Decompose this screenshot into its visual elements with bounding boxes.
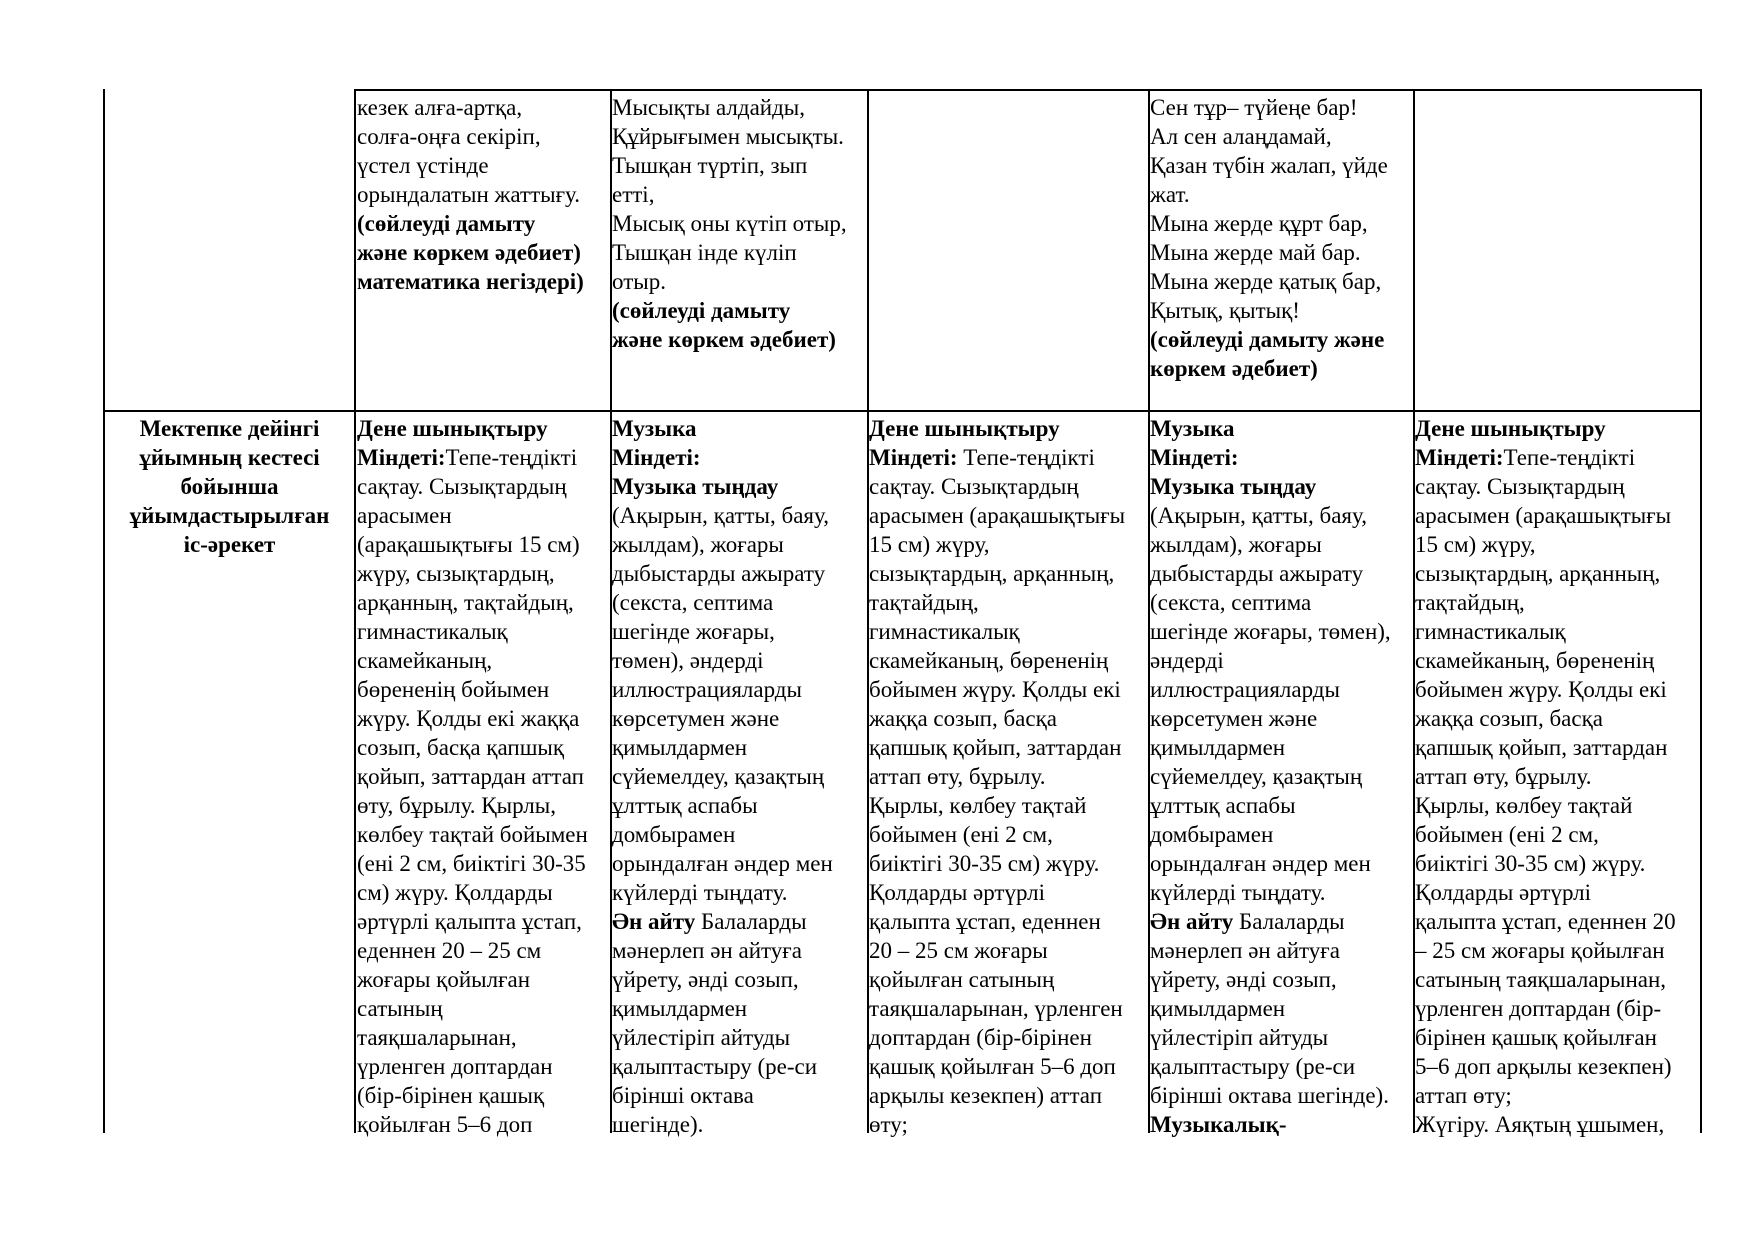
cell-text-line: Тышқан түртіп, зып xyxy=(612,153,808,178)
cell-text-line: Мысық оны күтіп отыр, xyxy=(612,211,847,236)
row2-header-cell xyxy=(105,414,354,559)
cell-text-line: ұлттық аспабы xyxy=(612,793,758,818)
cell-text-line: орындалған әндер мен xyxy=(612,851,833,876)
cell-text-line: қойылған сатының xyxy=(869,967,1055,992)
cell-text-line: үрленген доптардан (бір- xyxy=(1415,996,1662,1021)
cell-text-line: Жүгіру. Аяқтың ұшымен, xyxy=(1415,1112,1665,1137)
cell-text-line: (секста, септима xyxy=(1150,590,1312,615)
cell-text-line: скамейканың, бөрененің xyxy=(869,648,1109,673)
cell-text-line: бірінен қашық қойылған xyxy=(1415,1025,1657,1050)
cell-text-line: (сөйлеуді дамыту xyxy=(612,298,791,323)
cell-text-line: бойымен жүру. Қолды екі xyxy=(869,677,1121,702)
cell-text-line: бойымен (ені 2 см, xyxy=(1415,822,1599,847)
cell-text-line: 20 – 25 см жоғары xyxy=(869,938,1048,963)
cell-text-line: еденнен 20 – 25 см xyxy=(357,938,542,963)
text-run: Тепе-теңдікті xyxy=(445,445,578,470)
cell-text-line: бірінші октава xyxy=(612,1083,754,1108)
cell-text-line: арқанның, тақтайдың, xyxy=(357,590,574,615)
cell-text-line: математика негіздері) xyxy=(357,269,584,294)
cell-text-line: бойымен жүру. Қолды екі xyxy=(1415,677,1667,702)
row-divider xyxy=(103,410,1702,412)
cell-text-line: Дене шынықтыру xyxy=(357,416,548,441)
cell-text-line: үрленген доптардан xyxy=(357,1054,553,1079)
cell-text-line: үйлестіріп айтуды xyxy=(612,1025,791,1050)
cell-text-line: Қолдарды әртүрлі xyxy=(1415,880,1592,905)
cell-text-line: Мысықты алдайды, xyxy=(612,95,806,120)
cell-text-line: шегінде жоғары, төмен), xyxy=(1150,619,1391,644)
cell-text-line: жылдам), жоғары xyxy=(612,532,784,557)
cell-text-line: көлбеу тақтай бойымен xyxy=(357,822,588,847)
cell-text-line: Дене шынықтыру xyxy=(1415,416,1606,441)
cell-text-line: жылдам), жоғары xyxy=(1150,532,1322,557)
cell-text-line: үйлестіріп айтуды xyxy=(1150,1025,1329,1050)
cell-text-line: сүйемелдеу, қазақтың xyxy=(1150,764,1363,789)
cell-text-line: жүру, сызықтардың, xyxy=(357,561,555,586)
cell-text-line: тақтайдың, xyxy=(869,590,979,615)
row2-cell-4 xyxy=(1150,414,1412,1139)
cell-text-line: гимнастикалық xyxy=(869,619,1020,644)
cell-text-line: Міндеті: xyxy=(612,445,701,470)
cell-text-line: сүйемелдеу, қазақтың xyxy=(612,764,825,789)
cell-text-line: қалыпта ұстап, еденнен xyxy=(869,909,1101,934)
cell-text-line: арасымен (арақашықтығы xyxy=(1415,503,1672,528)
row2-cell-2 xyxy=(612,414,866,1139)
cell-text-line: қалыпта ұстап, еденнен 20 xyxy=(1415,909,1676,934)
cell-text-line: скамейканың, бөрененің xyxy=(1415,648,1655,673)
row1-cell-1 xyxy=(357,93,609,296)
cell-text-line: гимнастикалық xyxy=(357,619,508,644)
cell-text-line: сақтау. Сызықтардың xyxy=(1415,474,1625,499)
cell-text-line: орындалатын жаттығу. xyxy=(357,182,580,207)
row2-cell-3 xyxy=(869,414,1147,1139)
cell-text-line: жоғары қойылған xyxy=(357,967,531,992)
cell-text-line: өту, бұрылу. Қырлы, xyxy=(357,793,556,818)
text-run: Тепе-теңдікті xyxy=(957,445,1095,470)
cell-text-line: қапшық қойып, заттардан xyxy=(869,735,1122,760)
row1-cell-4 xyxy=(1150,93,1412,383)
cell-text-line: Міндеті: xyxy=(1150,445,1239,470)
cell-text-line xyxy=(357,443,609,472)
row2-cell-5 xyxy=(1415,414,1699,1139)
cell-text-line: шегінде жоғары, xyxy=(612,619,775,644)
cell-text-line: күйлерді тыңдату. xyxy=(612,880,788,905)
cell-text-line: аттап өту; xyxy=(1415,1083,1512,1108)
cell-text-line: дыбыстарды ажырату xyxy=(1150,561,1364,586)
cell-text-line: бойымен (ені 2 см, xyxy=(869,822,1053,847)
cell-text-line: домбырамен xyxy=(1150,822,1274,847)
cell-text-line: ұлттық аспабы xyxy=(1150,793,1296,818)
cell-text-line: сатының xyxy=(357,996,443,1021)
cell-text-line: қалыптастыру (ре-си xyxy=(1150,1054,1356,1079)
cell-text-line: көрсетумен және xyxy=(1150,706,1318,731)
text-run: Тепе-теңдікті xyxy=(1503,445,1636,470)
cell-text-line: Музыка xyxy=(1150,416,1235,441)
cell-text-line: арқылы кезекпен) аттап xyxy=(869,1083,1103,1108)
cell-text-line: әртүрлі қалыпта ұстап, xyxy=(357,909,582,934)
cell-text-line: скамейканың, xyxy=(357,648,493,673)
cell-text-line: жүру. Қолды екі жаққа xyxy=(357,706,580,731)
cell-text-line: таяқшаларынан, xyxy=(357,1025,517,1050)
cell-text-line: Ал сен алаңдамай, xyxy=(1150,124,1332,149)
cell-text-line: аттап өту, бұрылу. xyxy=(869,764,1046,789)
cell-text-line: (арақашықтығы 15 см) xyxy=(357,532,580,557)
cell-text-line: гимнастикалық xyxy=(1415,619,1566,644)
table-right-border xyxy=(1700,89,1702,1133)
cell-text-line: әндерді xyxy=(1150,648,1224,673)
row2-header-line: іс-әрекет xyxy=(183,532,276,557)
cell-text-line: (Ақырын, қатты, баяу, xyxy=(1150,503,1367,528)
cell-text-line: (Ақырын, қатты, баяу, xyxy=(612,503,829,528)
cell-text-line: кезек алға-артқа, xyxy=(357,95,523,120)
cell-text-line: Қырлы, көлбеу тақтай xyxy=(1415,793,1633,818)
cell-text-line: және көркем әдебиет) xyxy=(612,327,836,352)
cell-text-line: қимылдармен xyxy=(1150,996,1286,1021)
cell-text-line: Мына жерде қатық бар, xyxy=(1150,269,1382,294)
cell-text-line: дыбыстарды ажырату xyxy=(612,561,826,586)
cell-text-line: қойылған 5–6 доп xyxy=(357,1112,533,1137)
cell-text-line: см) жүру. Қолдарды xyxy=(357,880,553,905)
cell-text-line: мәнерлеп ән айтуға xyxy=(1150,938,1340,963)
cell-text-line: (сөйлеуді дамыту және xyxy=(1150,327,1385,352)
cell-text-line: иллюстрацияларды xyxy=(1150,677,1340,702)
cell-text-line: солға-оңға секіріп, xyxy=(357,124,541,149)
bold-text-run: Ән айту xyxy=(1150,909,1234,934)
cell-text-line: (ені 2 см, биіктігі 30-35 xyxy=(357,851,586,876)
row2-header-line: бойынша xyxy=(180,474,279,499)
cell-text-line xyxy=(869,443,1147,472)
cell-text-line: Құйрығымен мысықты. xyxy=(612,124,844,149)
cell-text-line: арасымен xyxy=(357,503,452,528)
cell-text-line: және көркем әдебиет) xyxy=(357,240,581,265)
cell-text-line: қимылдармен xyxy=(1150,735,1286,760)
cell-text-line xyxy=(612,907,866,936)
cell-text-line: көрсетумен және xyxy=(612,706,780,731)
cell-text-line: сақтау. Сызықтардың xyxy=(357,474,567,499)
cell-text-line: Музыкалық- xyxy=(1150,1112,1287,1137)
column-divider-1 xyxy=(354,89,356,1133)
cell-text-line: Музыка тыңдау xyxy=(612,474,779,499)
cell-text-line: мәнерлеп ән айтуға xyxy=(612,938,802,963)
cell-text-line: тақтайдың, xyxy=(1415,590,1525,615)
cell-text-line: үйрету, әнді созып, xyxy=(1150,967,1337,992)
cell-text-line: Қолдарды әртүрлі xyxy=(869,880,1046,905)
cell-text-line: бөрененің бойымен xyxy=(357,677,550,702)
cell-text-line: Мына жерде құрт бар, xyxy=(1150,211,1368,236)
cell-text-line: биіктігі 30-35 см) жүру. xyxy=(869,851,1100,876)
cell-text-line: доптардан (бір-бірінен xyxy=(869,1025,1092,1050)
cell-text-line: қимылдармен xyxy=(612,996,748,1021)
cell-text-line: өту; xyxy=(869,1112,908,1137)
cell-text-line: Музыка xyxy=(612,416,697,441)
bold-text-run: Міндеті: xyxy=(357,445,446,470)
cell-text-line: аттап өту, бұрылу. xyxy=(1415,764,1592,789)
cell-text-line: (сөйлеуді дамыту xyxy=(357,211,536,236)
cell-text-line: домбырамен xyxy=(612,822,736,847)
cell-text-line: жат. xyxy=(1150,182,1190,207)
cell-text-line: күйлерді тыңдату. xyxy=(1150,880,1326,905)
cell-text-line: Тышқан інде күліп xyxy=(612,240,797,265)
row2-header-line: ұйымдастырылған xyxy=(129,503,330,528)
cell-text-line: Қытық, қытық! xyxy=(1150,298,1300,323)
table-top-border xyxy=(354,89,1702,91)
cell-text-line: отыр. xyxy=(612,269,666,294)
cell-text-line: орындалған әндер мен xyxy=(1150,851,1371,876)
cell-text-line: (бір-бірінен қашық xyxy=(357,1083,545,1108)
bold-text-run: Міндеті: xyxy=(1415,445,1504,470)
cell-text-line: қимылдармен xyxy=(612,735,748,760)
cell-text-line: қойып, заттардан аттап xyxy=(357,764,584,789)
cell-text-line: – 25 см жоғары қойылған xyxy=(1415,938,1665,963)
cell-text-line: қашық қойылған 5–6 доп xyxy=(869,1054,1116,1079)
bold-text-run: Ән айту xyxy=(612,909,696,934)
row2-header-line: Мектепке дейінгі xyxy=(139,416,320,441)
cell-text-line: сақтау. Сызықтардың xyxy=(869,474,1079,499)
cell-text-line: жаққа созып, басқа xyxy=(869,706,1057,731)
row2-cell-1 xyxy=(357,414,609,1139)
table-left-border xyxy=(103,89,105,1133)
cell-text-line: сызықтардың, арқанның, xyxy=(869,561,1115,586)
cell-text-line: Мына жерде май бар. xyxy=(1150,240,1361,265)
cell-text-line: қалыптастыру (ре-си xyxy=(612,1054,818,1079)
cell-text-line: сызықтардың, арқанның, xyxy=(1415,561,1661,586)
cell-text-line: бірінші октава шегінде). xyxy=(1150,1083,1389,1108)
cell-text-line: иллюстрацияларды xyxy=(612,677,802,702)
cell-text-line: үстел үстінде xyxy=(357,153,489,178)
row2-header-line: ұйымның кестесі xyxy=(139,445,320,470)
cell-text-line: төмен), әндерді xyxy=(612,648,764,673)
cell-text-line: таяқшаларынан, үрленген xyxy=(869,996,1123,1021)
cell-text-line xyxy=(1415,443,1699,472)
row1-cell-2 xyxy=(612,93,866,354)
text-run: Балаларды xyxy=(695,909,807,934)
cell-text-line xyxy=(1150,907,1412,936)
cell-text-line: Қазан түбін жалап, үйде xyxy=(1150,153,1388,178)
cell-text-line: сатының таяқшаларынан, xyxy=(1415,967,1667,992)
cell-text-line: Дене шынықтыру xyxy=(869,416,1060,441)
cell-text-line: созып, басқа қапшық xyxy=(357,735,565,760)
cell-text-line: 5–6 доп арқылы кезекпен) xyxy=(1415,1054,1672,1079)
cell-text-line: 15 см) жүру, xyxy=(1415,532,1536,557)
cell-text-line: көркем әдебиет) xyxy=(1150,356,1318,381)
cell-text-line: биіктігі 30-35 см) жүру. xyxy=(1415,851,1646,876)
cell-text-line: Музыка тыңдау xyxy=(1150,474,1317,499)
cell-text-line: қапшық қойып, заттардан xyxy=(1415,735,1668,760)
cell-text-line: үйрету, әнді созып, xyxy=(612,967,799,992)
cell-text-line: етті, xyxy=(612,182,655,207)
cell-text-line: жаққа созып, басқа xyxy=(1415,706,1603,731)
cell-text-line: (секста, септима xyxy=(612,590,774,615)
cell-text-line: Қырлы, көлбеу тақтай xyxy=(869,793,1087,818)
bold-text-run: Міндеті: xyxy=(869,445,958,470)
text-run: Балаларды xyxy=(1233,909,1345,934)
cell-text-line: 15 см) жүру, xyxy=(869,532,990,557)
cell-text-line: Сен тұр– түйеңе бар! xyxy=(1150,95,1358,120)
cell-text-line: арасымен (арақашықтығы xyxy=(869,503,1126,528)
cell-text-line: шегінде). xyxy=(612,1112,704,1137)
